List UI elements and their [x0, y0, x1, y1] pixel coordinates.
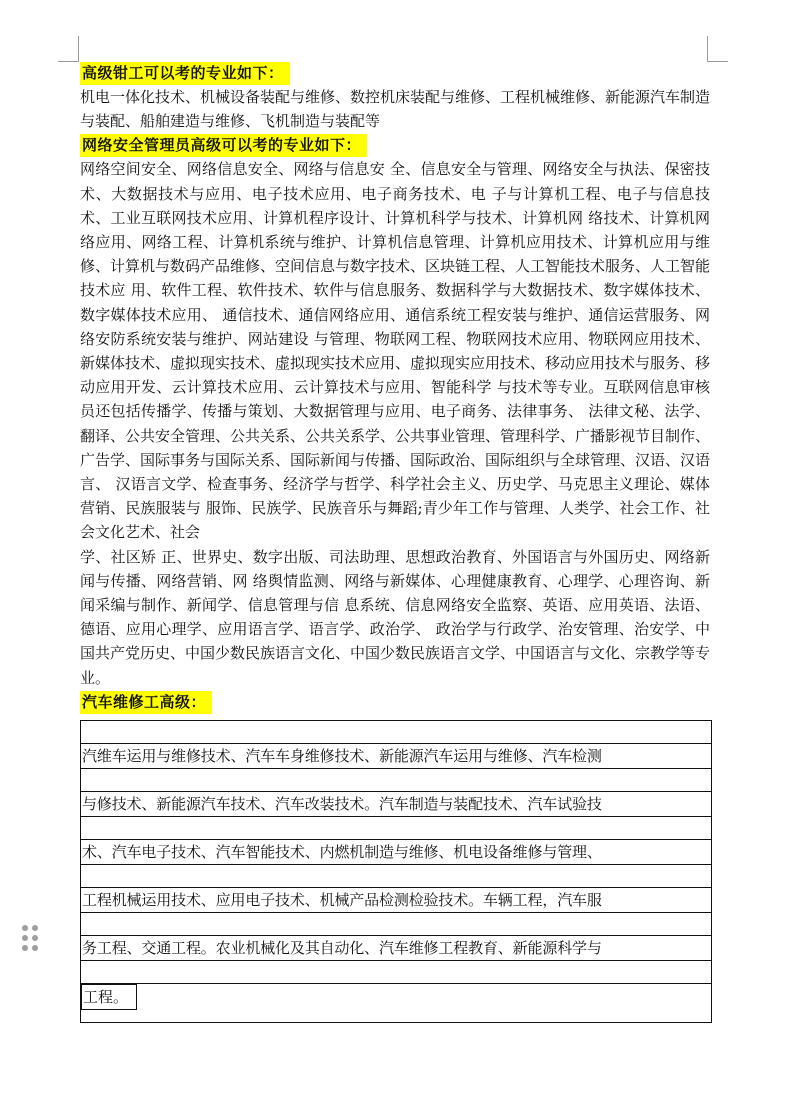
table-row	[81, 721, 711, 744]
section-body: 机电一体化技术、机械设备装配与维修、数控机床装配与维修、工程机械维修、新能源汽车制造与装配、船舶建造与维修、飞机制造与装配等	[80, 88, 711, 131]
section-heading: 网络安全管理员高级可以考的专业如下：	[80, 134, 367, 157]
crop-mark	[78, 36, 79, 62]
drag-grip-icon[interactable]	[22, 925, 40, 953]
section-body: 网络空间安全、网络信息安全、网络与信息安 全、信息安全与管理、网络安全与执法、保密技术、大数据技术与应用、电子技术应用、电子商务技术、电 子与计算机工程、电子与信息技术、工业互联网技术应用、计算机程序设计、计算机科学与技术、计算机网 络技术、计算机网络应用、网络工程、计算机系统与维护、计算机信息管理、计算机应用技术、计算机应用与维修、计算机与数码产品维修、空间信息与数字技术、区块链工程、人工智能技术服务、人工智能技术应 用、软件工程、软件技术、软件与信息服务、数据科学与大数据技术、数字媒体技术、数字媒体技术应用、 通信技术、通信网络应用、通信系统工程安装与维护、通信运营服务、网络安防系统安装与维护、网站建设 与管理、物联网工程、物联网技术应用、物联网应用技术、新媒体技术、虚拟现实技术、虚拟现实技术应用、虚拟现实应用技术、移动应用技术与服务、移动应用开发、云计算技术应用、云计算技术与应用、智能科学 与技术等专业。互联网信息审核员还包括传播学、传播与策划、大数据管理与应用、电子商务、法律事务、 法律文秘、法学、翻译、公共安全管理、公共关系、公共关系学、公共事业管理、管理科学、广播影视节目制作、广告学、国际事务与国际关系、国际新闻与传播、国际政治、国际组织与全球管理、汉语、汉语言、 汉语言文学、检查事务、经济学与哲学、科学社会主义、历史学、马克思主义理论、媒体营销、民族服装与 服饰、民族学、民族音乐与舞蹈;青少年工作与管理、人类学、社会工作、社会文化艺术、社会	[80, 160, 711, 542]
table-row: 汽维车运用与维修技术、汽车车身维修技术、新能源汽车运用与维修、汽车检测	[81, 744, 711, 769]
table-cell-last: 工程。	[81, 984, 137, 1010]
table-row	[81, 865, 711, 888]
table-row: 务工程、交通工程。农业机械化及其自动化、汽车维修工程教育、新能源科学与	[81, 936, 711, 961]
table-row	[81, 769, 711, 792]
section-heading: 汽车维修工高级：	[80, 691, 212, 714]
table-row: 工程机械运用技术、应用电子技术、机械产品检测检验技术。车辆工程，汽车服	[81, 888, 711, 913]
document-content[interactable]	[80, 62, 710, 1023]
table-row: 与修技术、新能源汽车技术、汽车改装技术。汽车制造与装配技术、汽车试验技	[81, 792, 711, 817]
section-network-security	[80, 134, 710, 689]
grip-dot	[32, 935, 38, 941]
crop-mark	[707, 61, 728, 62]
table-row	[81, 984, 711, 1022]
section-heading: 高级钳工可以考的专业如下：	[80, 62, 290, 85]
section-body-continued: 学、社区矫 正、世界史、数字出版、司法助理、思想政治教育、外国语言与外国历史、网络新闻与传播、网络营销、网 络舆情监测、网络与新媒体、心理健康教育、心理学、心理咨询、新闻采编与制作、新闻学、信息管理与信 息系统、信息网络安全监察、英语、应用英语、法语、德语、应用心理学、应用语言学、语言学、政治学、 政治学与行政学、治安管理、治安学、中国共产党历史、中国少数民族语言文化、中国少数民族语言文学、中国语言与文化、宗教学等专业。	[80, 547, 711, 687]
table-row	[81, 961, 711, 984]
grip-dot	[22, 935, 28, 941]
grip-dot	[22, 945, 28, 951]
grip-dot	[32, 925, 38, 931]
table-row: 术、汽车电子技术、汽车智能技术、内燃机制造与维修、机电设备维修与管理、	[81, 840, 711, 865]
table-row	[81, 913, 711, 936]
crop-mark	[58, 61, 79, 62]
grip-dot	[32, 945, 38, 951]
table-row	[81, 817, 711, 840]
majors-table	[80, 720, 712, 1023]
section-fitter	[80, 62, 710, 133]
crop-mark	[707, 36, 708, 62]
grip-dot	[22, 925, 28, 931]
section-auto-repair	[80, 691, 710, 1023]
